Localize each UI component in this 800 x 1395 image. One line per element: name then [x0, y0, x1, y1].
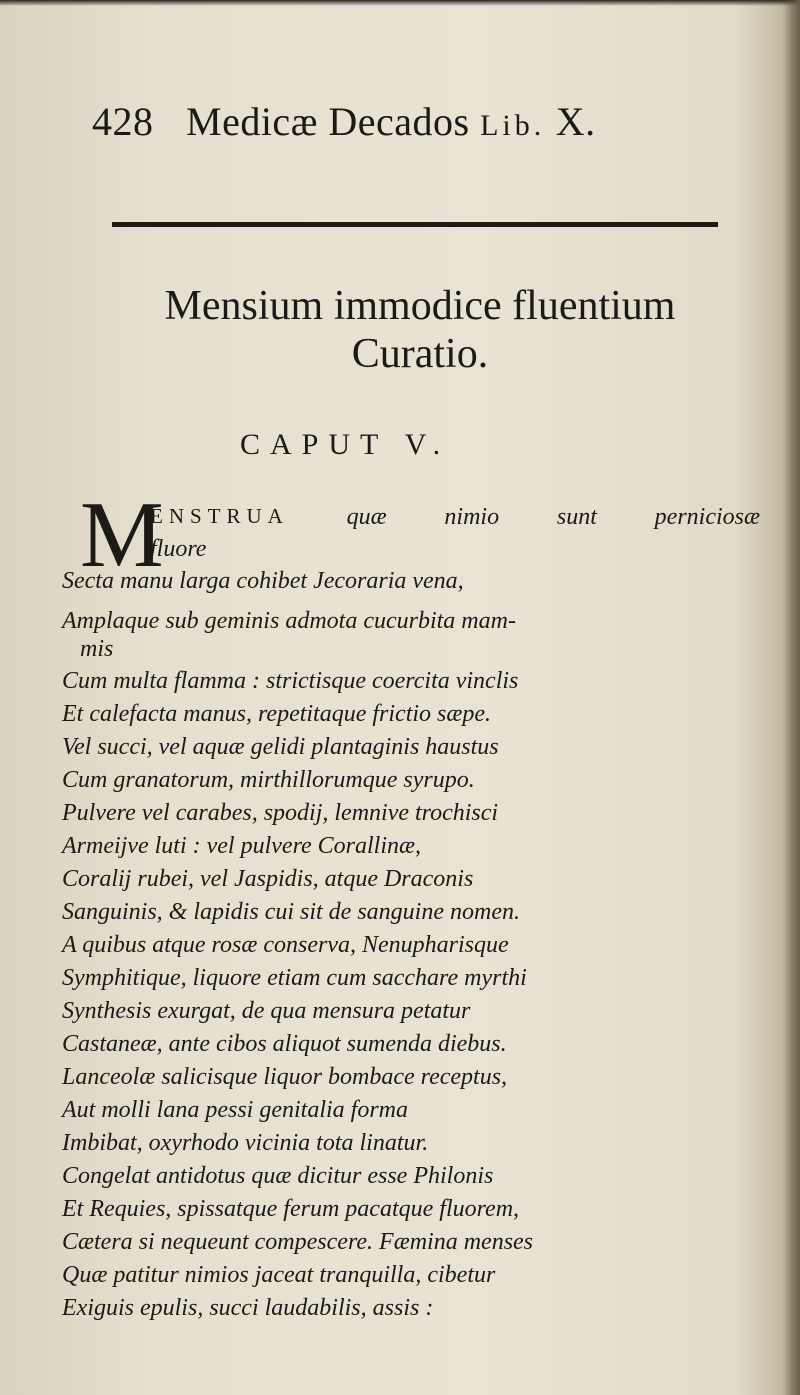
page-gutter-shadow — [782, 0, 800, 1395]
verse-line: Coralij rubei, vel Jaspidis, atque Draconis — [62, 866, 474, 892]
verse-line: Castaneæ, ante cibos aliquot sumenda diebus. — [62, 1031, 507, 1057]
title-line-1: Mensium immodice fluentium — [164, 283, 676, 329]
page-top-shadow — [0, 0, 800, 6]
running-header — [92, 98, 596, 145]
verse-line: mis — [80, 636, 114, 662]
verse-line: Secta manu larga cohibet Jecoraria vena, — [62, 568, 464, 594]
verse-line: Cum granatorum, mirthillorumque syrupo. — [62, 767, 475, 793]
running-title: Medicæ Decados — [186, 99, 470, 144]
first-line-word: perniciosæ — [654, 504, 760, 530]
verse-line: Sanguinis, & lapidis cui sit de sanguine nomen. — [62, 899, 520, 925]
verse-line: Pulvere vel carabes, spodij, lemnive trochisci — [62, 800, 499, 826]
page-number: 428 — [92, 99, 154, 144]
chapter-title — [80, 282, 760, 378]
verse-line: Imbibat, oxyrhodo vicinia tota linatur. — [62, 1130, 429, 1156]
chapter-number: CAPUT V. — [240, 428, 451, 461]
verse-line: Synthesis exurgat, de qua mensura petatur — [62, 998, 471, 1024]
verse-line: Cum multa flamma : strictisque coercita vinclis — [62, 668, 519, 694]
drop-cap: M — [80, 483, 164, 587]
verse-line: Et Requies, spissatque ferum pacatque fluorem, — [62, 1196, 520, 1222]
first-verse-line — [150, 504, 760, 531]
verse-line: Armeijve luti : vel pulvere Corallinæ, — [62, 833, 422, 859]
first-line-word: quæ — [346, 504, 387, 530]
book-abbrev: Lib. — [480, 109, 546, 142]
verse-line: Aut molli lana pessi genitalia forma — [62, 1097, 408, 1123]
first-line-word: sunt — [556, 504, 597, 530]
verse-line: Congelat antidotus quæ dicitur esse Philonis — [62, 1163, 494, 1189]
verse-line: Exiguis epulis, succi laudabilis, assis : — [62, 1295, 434, 1321]
verse-line: Vel succi, vel aquæ gelidi plantaginis haustus — [62, 734, 499, 760]
book-number: X. — [555, 99, 596, 144]
first-line-word: nimio — [444, 504, 500, 530]
verse-line: Cætera si nequeunt compescere. Fæmina menses — [62, 1229, 534, 1255]
header-rule — [112, 222, 718, 227]
verse-line: fluore — [150, 536, 207, 562]
verse-line: Lanceolæ salicisque liquor bombace receptus, — [62, 1064, 508, 1090]
verse-line: Amplaque sub geminis admota cucurbita mam- — [62, 608, 516, 634]
verse-line: Et calefacta manus, repetitaque frictio sæpe. — [62, 701, 492, 727]
verse-line: A quibus atque rosæ conserva, Nenupharisque — [62, 932, 509, 958]
verse-line: Quæ patitur nimios jaceat tranquilla, cibetur — [62, 1262, 496, 1288]
title-line-2: Curatio. — [351, 331, 489, 377]
first-word: ENSTRUA — [150, 504, 289, 528]
verse-line: Symphitique, liquore etiam cum sacchare myrthi — [62, 965, 527, 991]
